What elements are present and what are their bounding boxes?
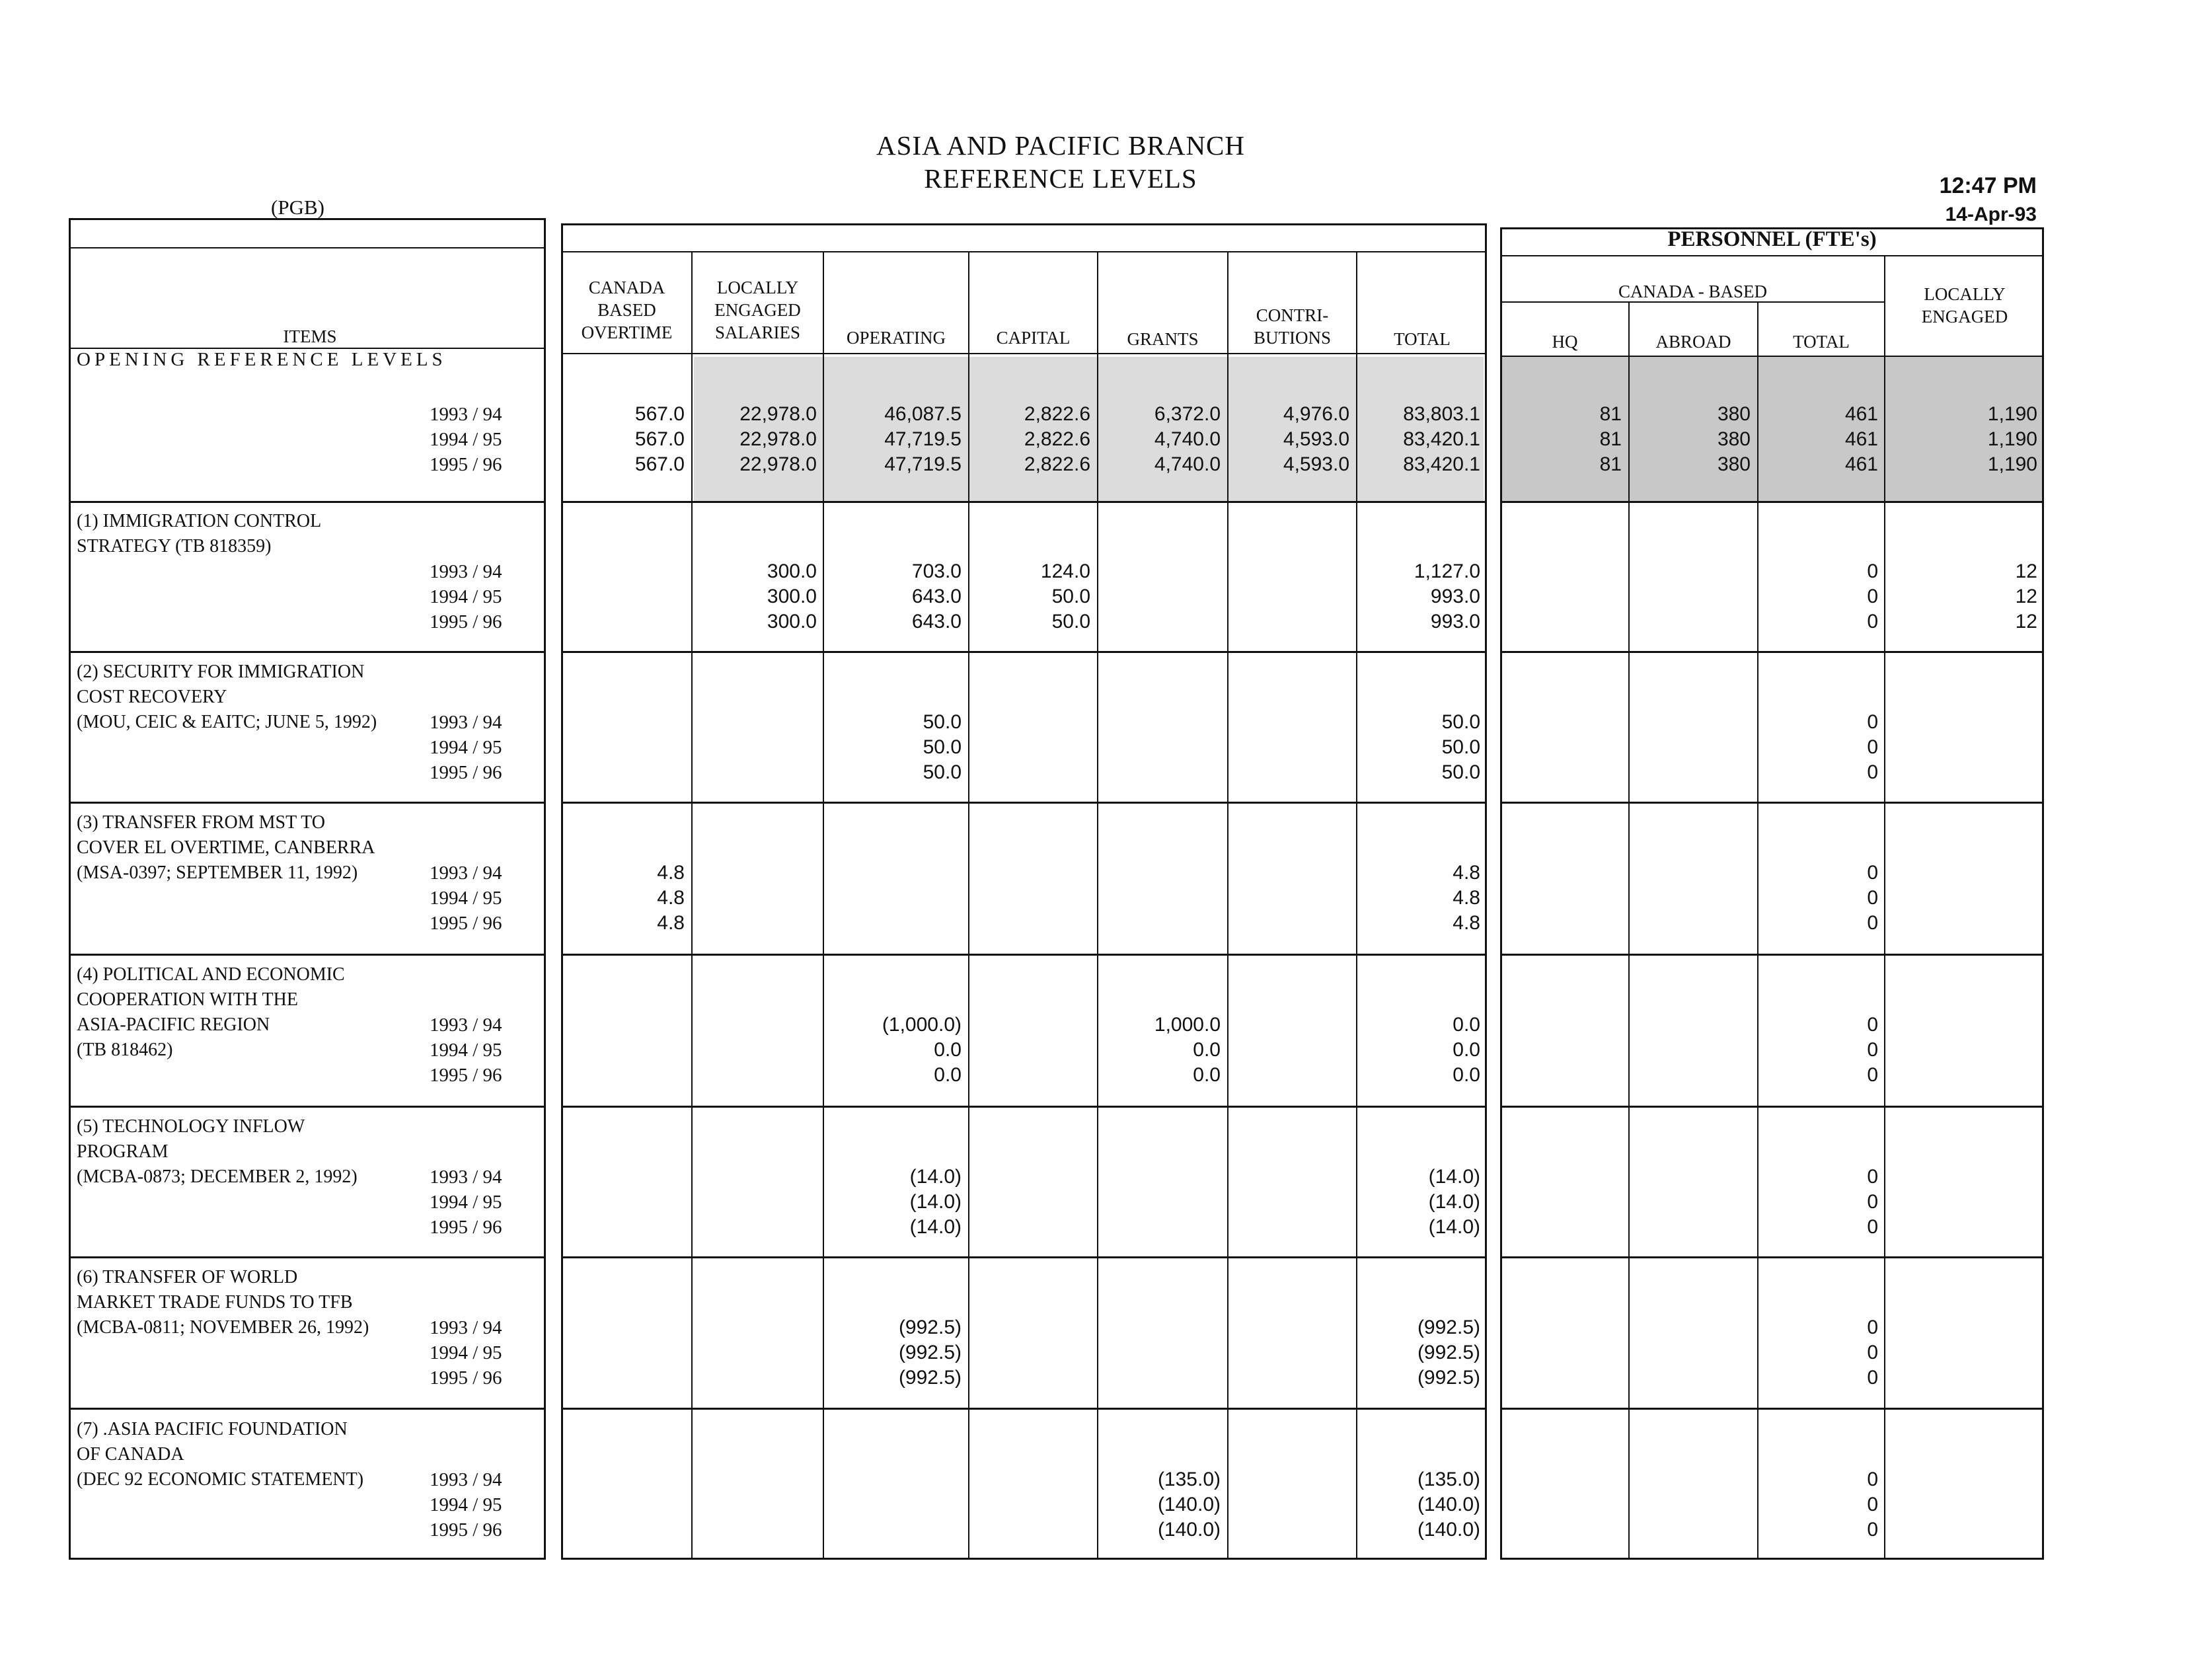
cell-cbtotal: 0 [1867, 887, 1878, 909]
cell-le: 1,190 [1987, 453, 2037, 475]
cell-les: 300.0 [767, 586, 817, 607]
item-label: COOPERATION WITH THE [77, 989, 298, 1010]
cell-abroad: 380 [1717, 453, 1751, 475]
cell-total: (14.0) [1428, 1191, 1480, 1213]
cell-le: 1,190 [1987, 403, 2037, 425]
header-overtime-line: CANADA [588, 278, 665, 297]
column-divider [691, 251, 693, 1560]
item-label: (MOU, CEIC & EAITC; JUNE 5, 1992) [77, 712, 377, 732]
header-le-salaries [693, 276, 823, 344]
item-label: PROGRAM [77, 1141, 169, 1162]
column-divider [1227, 251, 1228, 1560]
cell-cbtotal: 0 [1867, 1064, 1878, 1086]
cell-les: 22,978.0 [739, 428, 817, 450]
section-rule [561, 802, 1487, 804]
cell-le: 12 [2015, 611, 2037, 632]
cell-cbtotal: 0 [1867, 1519, 1878, 1541]
year-label: 1995 / 96 [430, 454, 502, 475]
cell-total: 50.0 [1441, 711, 1480, 733]
cell-operating: 50.0 [923, 711, 962, 733]
column-divider [968, 251, 969, 1560]
cell-total: (135.0) [1417, 1469, 1480, 1490]
cell-cbtotal: 0 [1867, 862, 1878, 884]
year-label: 1993 / 94 [430, 862, 502, 884]
item-label: (MCBA-0873; DECEMBER 2, 1992) [77, 1166, 358, 1187]
item-label: COST RECOVERY [77, 687, 227, 707]
section-rule [1500, 1106, 2044, 1108]
section-rule [561, 1256, 1487, 1258]
section-rule [69, 954, 546, 956]
cell-operating: (1,000.0) [882, 1014, 962, 1036]
cell-total: 83,420.1 [1403, 428, 1480, 450]
cell-total: (140.0) [1417, 1519, 1480, 1541]
cell-grants: 4,740.0 [1154, 453, 1221, 475]
cell-hq: 81 [1599, 428, 1622, 450]
cell-cbtotal: 0 [1867, 1317, 1878, 1338]
column-divider [1757, 301, 1758, 1560]
cell-overtime: 4.8 [657, 887, 685, 909]
header-abroad: ABROAD [1655, 332, 1731, 352]
cell-overtime: 567.0 [634, 428, 685, 450]
year-label: 1993 / 94 [430, 561, 502, 582]
cell-les: 300.0 [767, 560, 817, 582]
financial-header-rule [561, 251, 1487, 252]
cell-operating: 47,719.5 [884, 453, 962, 475]
section-rule [69, 1256, 546, 1258]
header-overtime [562, 276, 691, 344]
cell-cbtotal: 0 [1867, 1014, 1878, 1036]
cell-total: (140.0) [1417, 1494, 1480, 1515]
org-code: (PGB) [271, 196, 324, 219]
header-capital: CAPITAL [996, 328, 1071, 348]
section-rule [561, 1408, 1487, 1410]
column-divider [1628, 301, 1630, 1560]
cell-capital: 124.0 [1040, 560, 1090, 582]
year-label: 1995 / 96 [430, 1519, 502, 1541]
column-divider [1884, 255, 1885, 1560]
cell-capital: 50.0 [1051, 611, 1090, 632]
header-le-line: ENGAGED [1921, 307, 2008, 326]
section-rule [69, 802, 546, 804]
year-label: 1995 / 96 [430, 913, 502, 934]
cell-total: 83,420.1 [1403, 453, 1480, 475]
cell-operating: (992.5) [898, 1367, 962, 1389]
year-label: 1995 / 96 [430, 762, 502, 783]
cell-total: 0.0 [1453, 1039, 1480, 1061]
header-locally-engaged [1885, 283, 2044, 328]
section-rule [69, 1106, 546, 1108]
opening-label: OPENING REFERENCE LEVELS [77, 349, 447, 370]
cell-operating: 47,719.5 [884, 428, 962, 450]
cell-cbtotal: 0 [1867, 1039, 1878, 1061]
cell-grants: 0.0 [1193, 1039, 1221, 1061]
year-label: 1994 / 95 [430, 1040, 502, 1061]
cell-total: 0.0 [1453, 1014, 1480, 1036]
section-rule [69, 651, 546, 653]
item-label: (6) TRANSFER OF WORLD [77, 1267, 298, 1287]
cell-cbtotal: 461 [1844, 428, 1878, 450]
header-le-line: LOCALLY [1924, 284, 2006, 304]
cell-operating: 643.0 [911, 586, 962, 607]
cell-grants: 0.0 [1193, 1064, 1221, 1086]
cell-hq: 81 [1599, 403, 1622, 425]
item-label: (DEC 92 ECONOMIC STATEMENT) [77, 1469, 364, 1490]
item-label: OF CANADA [77, 1444, 184, 1465]
print-time: 12:47 PM [1939, 173, 2037, 198]
year-label: 1993 / 94 [430, 1469, 502, 1490]
year-label: 1993 / 94 [430, 1166, 502, 1188]
cell-operating: 50.0 [923, 736, 962, 758]
cell-le: 1,190 [1987, 428, 2037, 450]
header-contributions-line: BUTIONS [1253, 328, 1331, 348]
cell-capital: 2,822.6 [1024, 403, 1090, 425]
cell-les: 22,978.0 [739, 403, 817, 425]
cell-les: 22,978.0 [739, 453, 817, 475]
section-rule [561, 1106, 1487, 1108]
header-overtime-line: BASED [597, 300, 656, 320]
item-label: (5) TECHNOLOGY INFLOW [77, 1116, 305, 1137]
item-label: (TB 818462) [77, 1040, 173, 1060]
cell-abroad: 380 [1717, 428, 1751, 450]
item-label: (2) SECURITY FOR IMMIGRATION [77, 662, 365, 682]
cell-cbtotal: 0 [1867, 761, 1878, 783]
cell-cbtotal: 0 [1867, 1469, 1878, 1490]
header-le-salaries-line: ENGAGED [714, 300, 801, 320]
column-divider [823, 251, 824, 1560]
cell-grants: 4,740.0 [1154, 428, 1221, 450]
header-le-salaries-line: SALARIES [714, 323, 800, 342]
year-label: 1994 / 95 [430, 1192, 502, 1213]
section-rule [1500, 1408, 2044, 1410]
cell-operating: (14.0) [909, 1166, 962, 1188]
cell-total: (14.0) [1428, 1166, 1480, 1188]
cell-operating: (992.5) [898, 1317, 962, 1338]
personnel-title: PERSONNEL (FTE's) [1667, 227, 1877, 251]
cell-cbtotal: 461 [1844, 403, 1878, 425]
year-label: 1994 / 95 [430, 737, 502, 758]
section-rule [1500, 802, 2044, 804]
cell-grants: (135.0) [1157, 1469, 1221, 1490]
year-label: 1993 / 94 [430, 404, 502, 425]
cell-le: 12 [2015, 560, 2037, 582]
item-label: (7) .ASIA PACIFIC FOUNDATION [77, 1419, 348, 1439]
year-label: 1994 / 95 [430, 429, 502, 450]
cell-operating: 703.0 [911, 560, 962, 582]
cell-total: 83,803.1 [1403, 403, 1480, 425]
header-items: ITEMS [283, 326, 337, 346]
cell-total: (992.5) [1417, 1367, 1480, 1389]
item-label: (MSA-0397; SEPTEMBER 11, 1992) [77, 862, 358, 883]
item-label: ASIA-PACIFIC REGION [77, 1014, 270, 1035]
cell-overtime: 567.0 [634, 403, 685, 425]
cell-operating: (992.5) [898, 1342, 962, 1363]
header-grants: GRANTS [1127, 329, 1199, 349]
section-rule [69, 501, 546, 503]
header-le-salaries-line: LOCALLY [716, 278, 799, 297]
header-hq: HQ [1552, 332, 1578, 352]
cell-les: 300.0 [767, 611, 817, 632]
cell-contrib: 4,593.0 [1283, 453, 1349, 475]
cell-overtime: 4.8 [657, 862, 685, 884]
year-label: 1994 / 95 [430, 1342, 502, 1363]
cell-total: 4.8 [1453, 912, 1480, 934]
column-divider [1097, 251, 1098, 1560]
cell-operating: (14.0) [909, 1191, 962, 1213]
cell-total: 50.0 [1441, 761, 1480, 783]
cell-total: (992.5) [1417, 1342, 1480, 1363]
year-label: 1995 / 96 [430, 1065, 502, 1086]
cell-cbtotal: 0 [1867, 1191, 1878, 1213]
cell-cbtotal: 0 [1867, 586, 1878, 607]
item-label: (3) TRANSFER FROM MST TO [77, 812, 326, 833]
cell-cbtotal: 0 [1867, 1342, 1878, 1363]
cell-capital: 2,822.6 [1024, 453, 1090, 475]
cell-abroad: 380 [1717, 403, 1751, 425]
cell-grants: (140.0) [1157, 1494, 1221, 1515]
year-label: 1994 / 95 [430, 586, 502, 607]
item-label: (4) POLITICAL AND ECONOMIC [77, 964, 345, 985]
cell-overtime: 567.0 [634, 453, 685, 475]
year-label: 1995 / 96 [430, 611, 502, 632]
item-label: (MCBA-0811; NOVEMBER 26, 1992) [77, 1317, 369, 1338]
cell-total: 993.0 [1430, 586, 1480, 607]
header-cb-total: TOTAL [1793, 332, 1850, 352]
header-canada-based: CANADA - BASED [1618, 282, 1768, 301]
cell-overtime: 4.8 [657, 912, 685, 934]
item-label: MARKET TRADE FUNDS TO TFB [77, 1292, 353, 1313]
cell-total: 4.8 [1453, 887, 1480, 909]
cell-cbtotal: 0 [1867, 736, 1878, 758]
cell-cbtotal: 0 [1867, 1367, 1878, 1389]
year-label: 1993 / 94 [430, 1317, 502, 1338]
personnel-panel [1500, 227, 2044, 1560]
cell-total: 4.8 [1453, 862, 1480, 884]
item-label: (1) IMMIGRATION CONTROL [77, 511, 322, 531]
cell-capital: 50.0 [1051, 586, 1090, 607]
cell-total: 50.0 [1441, 736, 1480, 758]
cell-cbtotal: 0 [1867, 611, 1878, 632]
cell-operating: 0.0 [934, 1064, 962, 1086]
financial-header-rule [561, 353, 1487, 354]
header-overtime-line: OVERTIME [581, 323, 673, 342]
cell-operating: 46,087.5 [884, 403, 962, 425]
cell-cbtotal: 0 [1867, 1216, 1878, 1238]
section-rule [561, 954, 1487, 956]
section-rule [561, 651, 1487, 653]
header-contributions [1228, 304, 1356, 349]
cell-grants: (140.0) [1157, 1519, 1221, 1541]
cell-grants: 6,372.0 [1154, 403, 1221, 425]
section-rule [1500, 501, 2044, 503]
cell-cbtotal: 0 [1867, 1494, 1878, 1515]
cell-capital: 2,822.6 [1024, 428, 1090, 450]
cell-operating: 0.0 [934, 1039, 962, 1061]
cell-total: 0.0 [1453, 1064, 1480, 1086]
cell-operating: 50.0 [923, 761, 962, 783]
page-subtitle: REFERENCE LEVELS [924, 163, 1197, 194]
column-divider [1356, 251, 1357, 1560]
personnel-header-rule [1500, 356, 2044, 357]
cell-cbtotal: 461 [1844, 453, 1878, 475]
cell-cbtotal: 0 [1867, 1166, 1878, 1188]
section-rule [1500, 651, 2044, 653]
cell-hq: 81 [1599, 453, 1622, 475]
section-rule [69, 1408, 546, 1410]
cell-operating: (14.0) [909, 1216, 962, 1238]
year-label: 1994 / 95 [430, 888, 502, 909]
year-label: 1995 / 96 [430, 1217, 502, 1238]
cell-total: 1,127.0 [1414, 560, 1480, 582]
section-rule [561, 501, 1487, 503]
cell-total: (14.0) [1428, 1216, 1480, 1238]
year-label: 1994 / 95 [430, 1494, 502, 1515]
cell-le: 12 [2015, 586, 2037, 607]
cell-cbtotal: 0 [1867, 711, 1878, 733]
page-title: ASIA AND PACIFIC BRANCH [876, 130, 1246, 161]
cell-contrib: 4,593.0 [1283, 428, 1349, 450]
personnel-header-rule [1500, 255, 2044, 256]
cell-cbtotal: 0 [1867, 912, 1878, 934]
section-rule [1500, 1256, 2044, 1258]
header-contributions-line: CONTRI- [1256, 305, 1329, 325]
item-label: COVER EL OVERTIME, CANBERRA [77, 837, 375, 858]
cell-operating: 643.0 [911, 611, 962, 632]
header-operating: OPERATING [846, 328, 946, 348]
cell-cbtotal: 0 [1867, 560, 1878, 582]
item-label: STRATEGY (TB 818359) [77, 536, 272, 556]
cell-grants: 1,000.0 [1154, 1014, 1221, 1036]
cell-total: (992.5) [1417, 1317, 1480, 1338]
header-total: TOTAL [1394, 329, 1451, 349]
items-header-rule [69, 247, 546, 248]
year-label: 1995 / 96 [430, 1367, 502, 1389]
section-rule [1500, 954, 2044, 956]
cell-contrib: 4,976.0 [1283, 403, 1349, 425]
year-label: 1993 / 94 [430, 1014, 502, 1036]
cell-total: 993.0 [1430, 611, 1480, 632]
year-label: 1993 / 94 [430, 712, 502, 733]
print-date: 14-Apr-93 [1945, 204, 2037, 225]
